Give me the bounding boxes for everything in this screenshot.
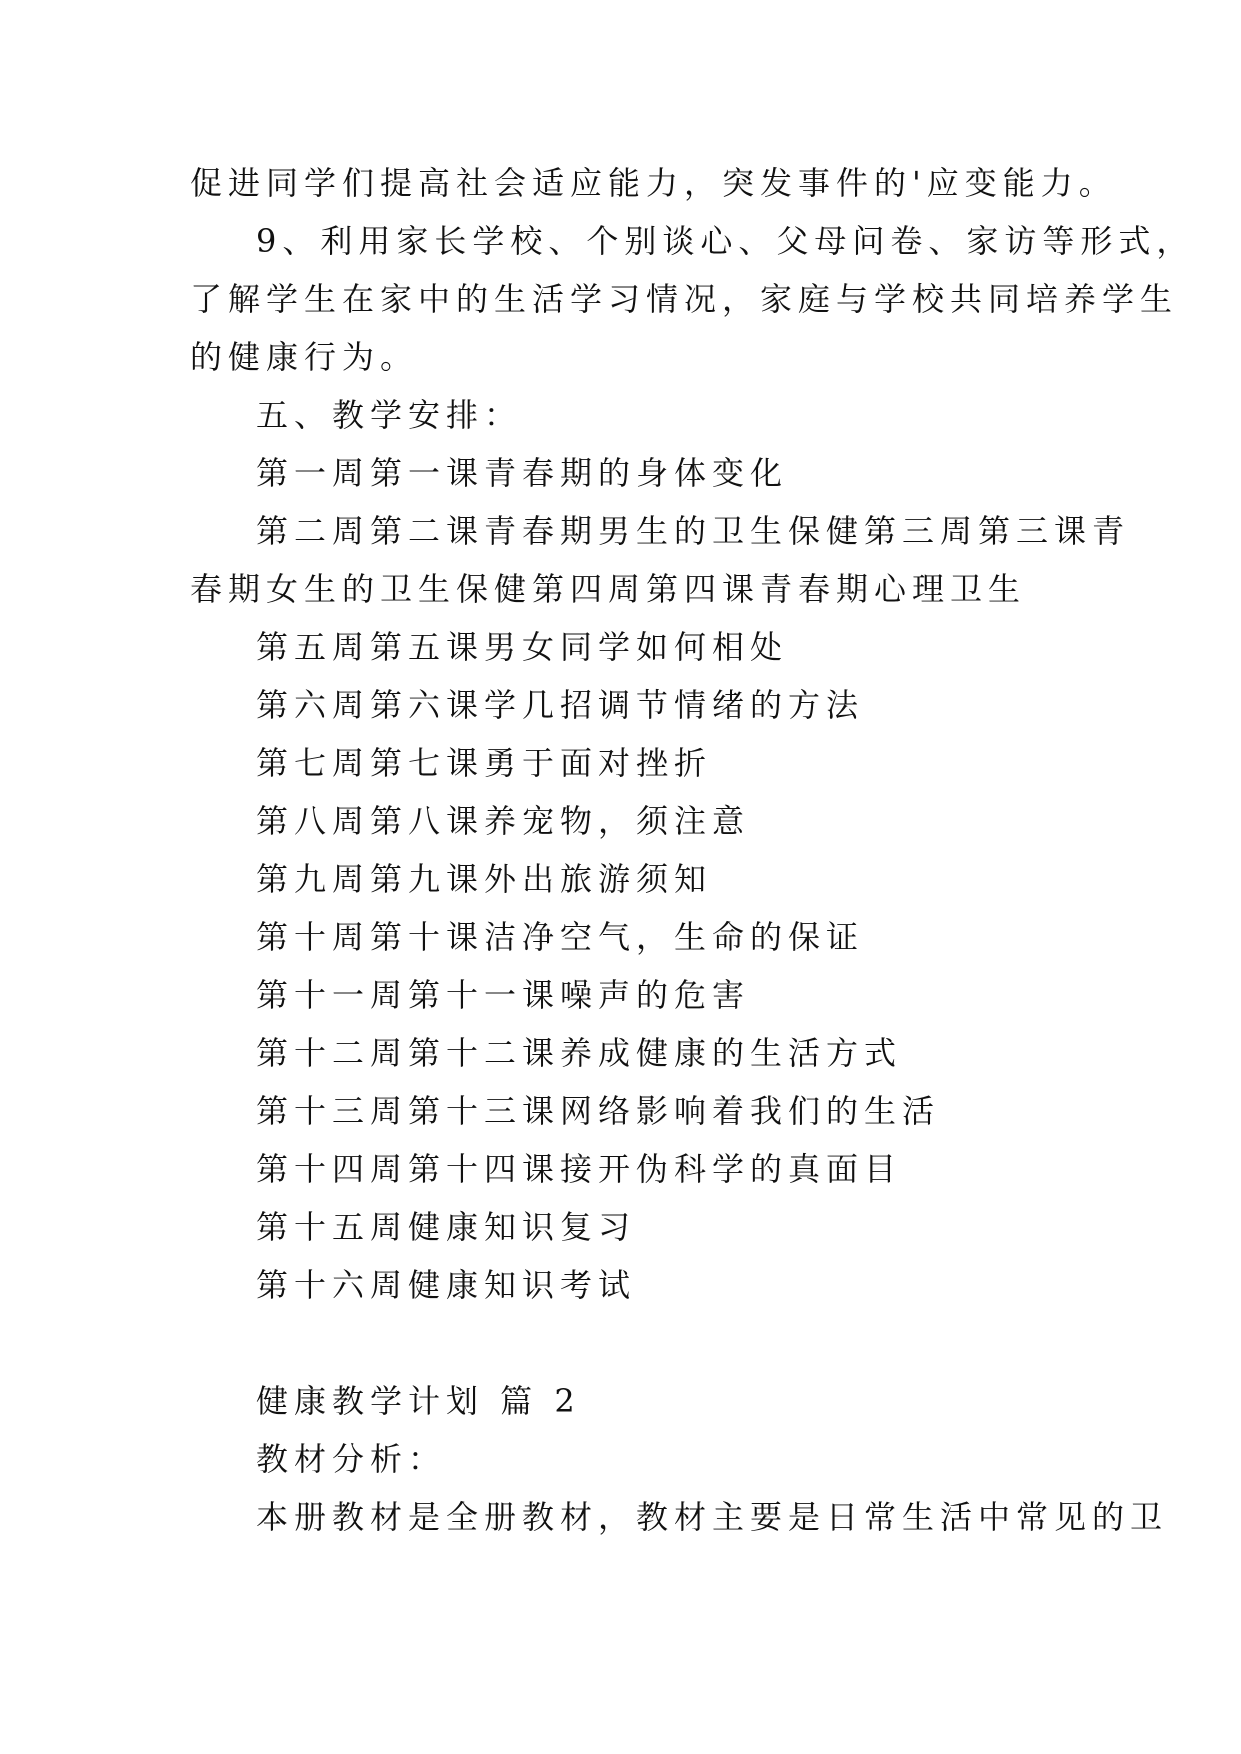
schedule-item: 第五周第五课男女同学如何相处 (256, 628, 789, 666)
schedule-item: 第十六周健康知识考试 (256, 1266, 637, 1304)
schedule-item: 第十一周第十一课噪声的危害 (256, 976, 751, 1014)
section-title: 健康教学计划 篇 2 (256, 1382, 581, 1420)
paragraph-line: 促进同学们提高社会适应能力，突发事件的'应变能力。 (190, 164, 1117, 202)
paragraph-line: 的健康行为。 (190, 338, 419, 376)
schedule-item: 第二周第二课青春期男生的卫生保健第三周第三课青 (256, 512, 1131, 550)
schedule-item: 第八周第八课养宠物，须注意 (256, 802, 751, 840)
subsection-heading: 教材分析： (256, 1440, 447, 1478)
paragraph-line: 9、利用家长学校、个别谈心、父母问卷、家访等形式， (256, 222, 1195, 260)
schedule-item: 第十二周第十二课养成健康的生活方式 (256, 1034, 903, 1072)
paragraph-line: 了解学生在家中的生活学习情况，家庭与学校共同培养学生 (190, 280, 1179, 318)
schedule-item: 第十四周第十四课接开伪科学的真面目 (256, 1150, 903, 1188)
schedule-item: 第九周第九课外出旅游须知 (256, 860, 713, 898)
schedule-item: 春期女生的卫生保健第四周第四课青春期心理卫生 (190, 570, 1027, 608)
schedule-item: 第十周第十课洁净空气，生命的保证 (256, 918, 865, 956)
schedule-item: 第七周第七课勇于面对挫折 (256, 744, 713, 782)
schedule-item: 第十五周健康知识复习 (256, 1208, 637, 1246)
paragraph-line: 本册教材是全册教材，教材主要是日常生活中常见的卫 (256, 1498, 1169, 1536)
schedule-item: 第六周第六课学几招调节情绪的方法 (256, 686, 865, 724)
section-heading: 五、教学安排： (256, 396, 523, 434)
schedule-item: 第一周第一课青春期的身体变化 (256, 454, 789, 492)
schedule-item: 第十三周第十三课网络影响着我们的生活 (256, 1092, 941, 1130)
